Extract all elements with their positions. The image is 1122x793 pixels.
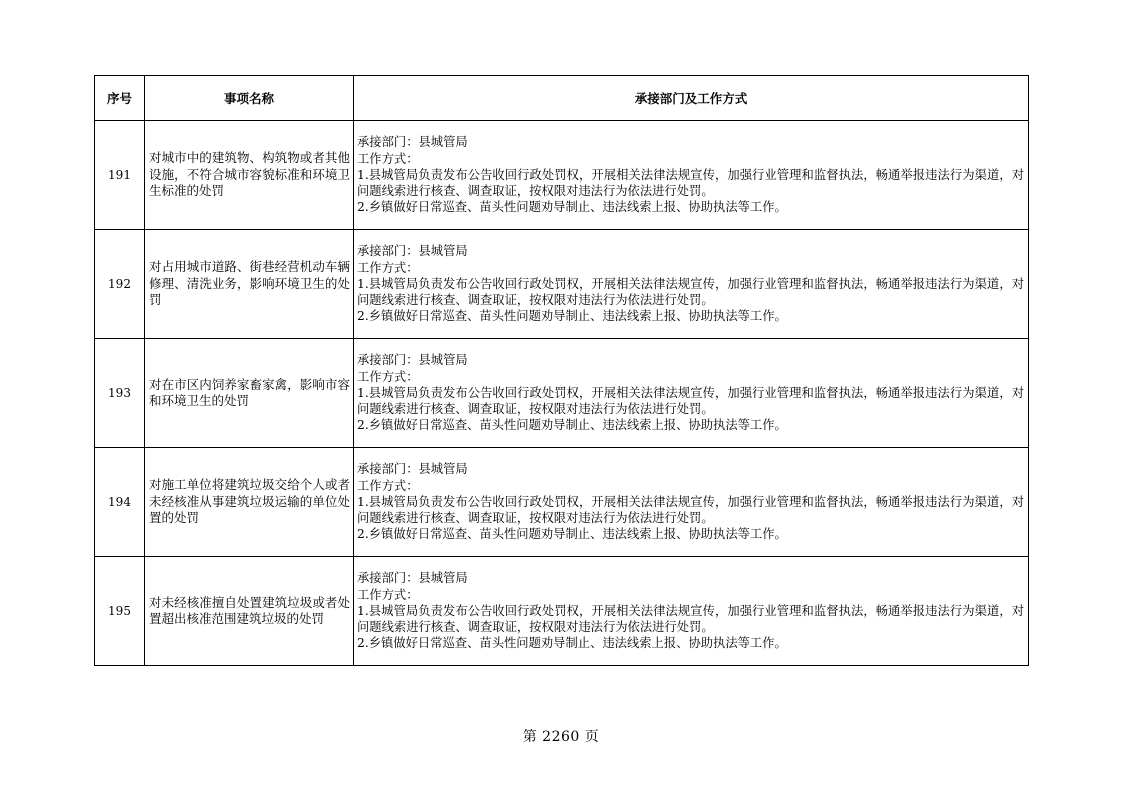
header-seq: 序号 — [95, 76, 145, 121]
mode-step-2: 2.乡镇做好日常巡查、苗头性问题劝导制止、违法线索上报、协助执法等工作。 — [357, 200, 787, 215]
item-name: 对城市中的建筑物、构筑物或者其他设施，不符合城市容貌标准和环境卫生标准的处罚 — [145, 121, 354, 230]
dept-method-cell — [354, 230, 1029, 339]
mode-step-1: 1.县城管局负责发布公告收回行政处罚权，开展相关法律法规宣传，加强行业管理和监督执法，畅通举报违法行为渠道，对问题线索进行核查、调查取证，按权限对违法行为依法进行处罚。 — [357, 167, 1024, 199]
item-name: 对在市区内饲养家畜家禽，影响市容和环境卫生的处罚 — [145, 339, 354, 448]
table-row — [95, 448, 1029, 557]
header-item-name: 事项名称 — [145, 76, 354, 121]
dept-line: 承接部门：县城管局 — [357, 135, 468, 150]
matters-table — [94, 75, 1029, 666]
mode-step-1: 1.县城管局负责发布公告收回行政处罚权，开展相关法律法规宣传，加强行业管理和监督执法，畅通举报违法行为渠道，对问题线索进行核查、调查取证，按权限对违法行为依法进行处罚。 — [357, 385, 1024, 417]
table-row — [95, 339, 1029, 448]
item-name: 对占用城市道路、街巷经营机动车辆修理、清洗业务，影响环境卫生的处罚 — [145, 230, 354, 339]
mode-label: 工作方式： — [357, 151, 419, 166]
row-number: 191 — [95, 121, 145, 230]
page-number: 第 2260 页 — [522, 729, 600, 745]
table-header-row — [95, 76, 1029, 121]
mode-step-1: 1.县城管局负责发布公告收回行政处罚权，开展相关法律法规宣传，加强行业管理和监督执法，畅通举报违法行为渠道，对问题线索进行核查、调查取证，按权限对违法行为依法进行处罚。 — [357, 276, 1024, 308]
dept-line: 承接部门：县城管局 — [357, 571, 468, 586]
dept-method-cell — [354, 121, 1029, 230]
mode-label: 工作方式： — [357, 478, 419, 493]
mode-step-2: 2.乡镇做好日常巡查、苗头性问题劝导制止、违法线索上报、协助执法等工作。 — [357, 418, 787, 433]
table-row — [95, 230, 1029, 339]
mode-step-2: 2.乡镇做好日常巡查、苗头性问题劝导制止、违法线索上报、协助执法等工作。 — [357, 309, 787, 324]
table-row — [95, 121, 1029, 230]
dept-line: 承接部门：县城管局 — [357, 244, 468, 259]
item-name: 对施工单位将建筑垃圾交给个人或者未经核准从事建筑垃圾运输的单位处置的处罚 — [145, 448, 354, 557]
mode-step-1: 1.县城管局负责发布公告收回行政处罚权，开展相关法律法规宣传，加强行业管理和监督执法，畅通举报违法行为渠道，对问题线索进行核查、调查取证，按权限对违法行为依法进行处罚。 — [357, 603, 1024, 635]
dept-method-cell — [354, 448, 1029, 557]
row-number: 194 — [95, 448, 145, 557]
dept-method-cell — [354, 339, 1029, 448]
dept-line: 承接部门：县城管局 — [357, 353, 468, 368]
dept-line: 承接部门：县城管局 — [357, 462, 468, 477]
mode-label: 工作方式： — [357, 369, 419, 384]
mode-step-1: 1.县城管局负责发布公告收回行政处罚权，开展相关法律法规宣传，加强行业管理和监督执法，畅通举报违法行为渠道，对问题线索进行核查、调查取证，按权限对违法行为依法进行处罚。 — [357, 494, 1024, 526]
mode-label: 工作方式： — [357, 260, 419, 275]
item-name: 对未经核准擅自处置建筑垃圾或者处置超出核准范围建筑垃圾的处罚 — [145, 557, 354, 666]
mode-label: 工作方式： — [357, 587, 419, 602]
table-row — [95, 557, 1029, 666]
header-dept-method: 承接部门及工作方式 — [354, 76, 1029, 121]
mode-step-2: 2.乡镇做好日常巡查、苗头性问题劝导制止、违法线索上报、协助执法等工作。 — [357, 527, 787, 542]
row-number: 193 — [95, 339, 145, 448]
dept-method-cell — [354, 557, 1029, 666]
row-number: 195 — [95, 557, 145, 666]
row-number: 192 — [95, 230, 145, 339]
mode-step-2: 2.乡镇做好日常巡查、苗头性问题劝导制止、违法线索上报、协助执法等工作。 — [357, 636, 787, 651]
